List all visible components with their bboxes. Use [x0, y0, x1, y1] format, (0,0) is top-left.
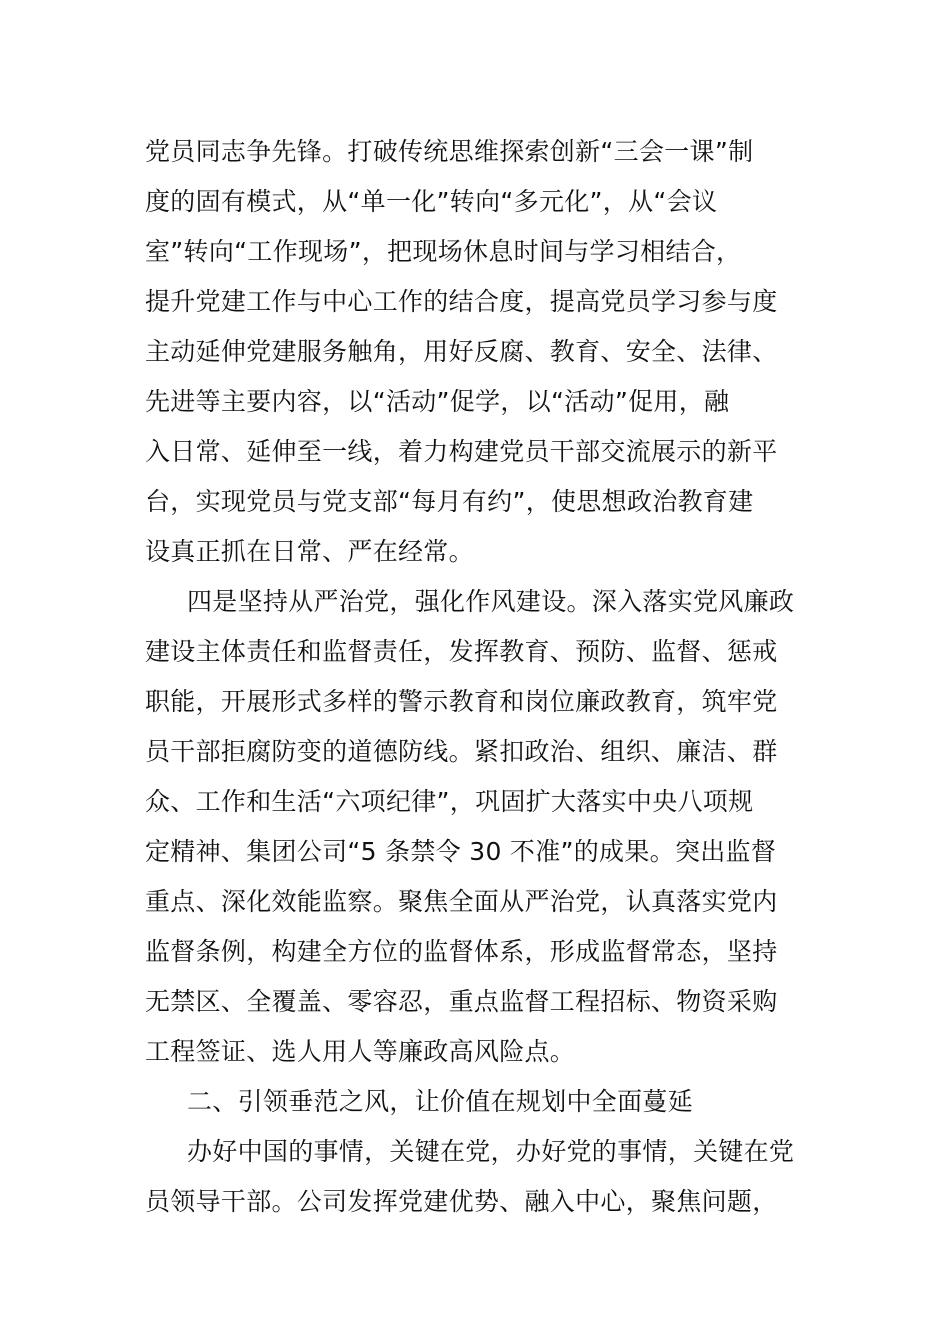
- text-line: 建设主体责任和监督责任，发挥教育、预防、监督、惩戒: [145, 637, 778, 666]
- text-line: 工程签证、选人用人等廉政高风险点。: [145, 1037, 576, 1066]
- text-line: 设真正抓在日常、严在经常。: [145, 537, 474, 566]
- text-line: 台，实现党员与党支部“每月有约”，使思想政治教育建: [145, 487, 754, 516]
- text-line: 定精神、集团公司“5 条禁令 30 不准”的成果。突出监督: [145, 837, 777, 866]
- text-line: 先进等主要内容，以“活动”促学，以“活动”促用，融: [145, 387, 730, 416]
- paragraph-start-line: 四是坚持从严治党，强化作风建设。深入落实党风廉政: [187, 587, 795, 616]
- paragraph-start-line: 办好中国的事情，关键在党，办好党的事情，关键在党: [187, 1137, 795, 1166]
- text-line: 重点、深化效能监察。聚焦全面从严治党，认真落实党内: [145, 887, 778, 916]
- text-line: 职能，开展形式多样的警示教育和岗位廉政教育，筑牢党: [145, 687, 778, 716]
- text-line: 提升党建工作与中心工作的结合度，提高党员学习参与度: [145, 287, 778, 316]
- section-heading: 二、引领垂范之风，让价值在规划中全面蔓延: [187, 1087, 694, 1116]
- text-line: 监督条例，构建全方位的监督体系，形成监督常态，坚持: [145, 937, 778, 966]
- text-line: 室”转向“工作现场”，把现场休息时间与学习相结合，: [145, 237, 742, 266]
- text-line: 员领导干部。公司发挥党建优势、融入中心，聚焦问题，: [145, 1187, 778, 1216]
- text-line: 众、工作和生活“六项纪律”，巩固扩大落实中央八项规: [145, 787, 754, 816]
- text-line: 无禁区、全覆盖、零容忍，重点监督工程招标、物资采购: [145, 987, 778, 1016]
- text-line: 员干部拒腐防变的道德防线。紧扣政治、组织、廉洁、群: [145, 737, 778, 766]
- text-line: 入日常、延伸至一线，着力构建党员干部交流展示的新平: [145, 437, 778, 466]
- text-line: 党员同志争先锋。打破传统思维探索创新“三会一课”制: [145, 137, 754, 166]
- text-line: 度的固有模式，从“单一化”转向“多元化”，从“会议: [145, 187, 718, 216]
- text-line: 主动延伸党建服务触角，用好反腐、教育、安全、法律、: [145, 337, 778, 366]
